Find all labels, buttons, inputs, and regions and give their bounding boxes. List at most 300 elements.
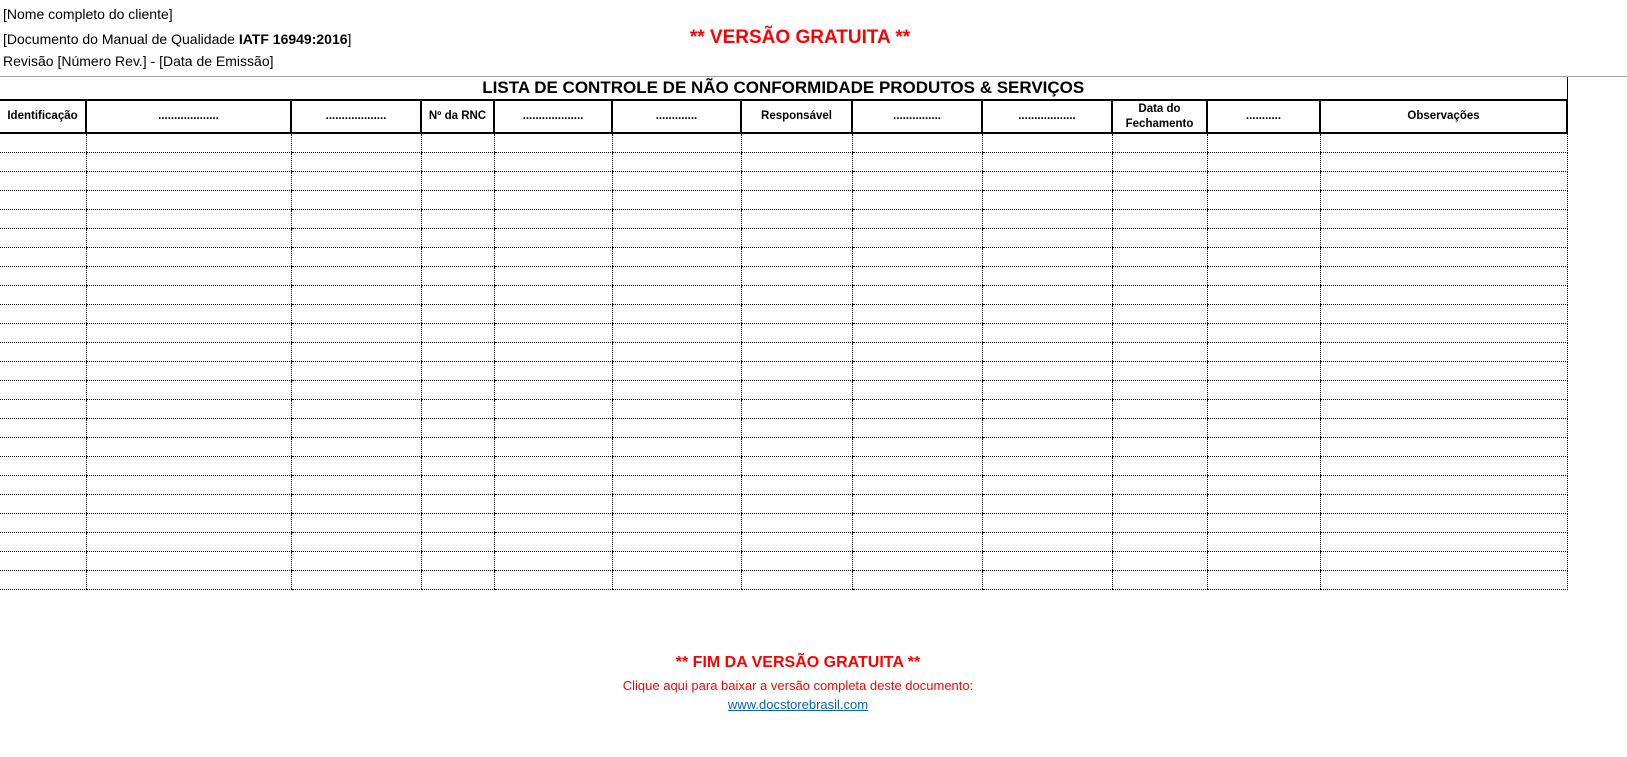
free-version-banner: ** VERSÃO GRATUITA ** <box>689 27 911 48</box>
table-cell[interactable] <box>741 229 852 248</box>
table-cell[interactable] <box>982 381 1112 400</box>
table-cell[interactable] <box>741 552 852 571</box>
table-cell[interactable] <box>0 210 86 229</box>
table-cell[interactable] <box>291 153 421 172</box>
table-cell[interactable] <box>1320 133 1567 153</box>
table-cell[interactable] <box>852 533 982 552</box>
table-cell[interactable] <box>291 191 421 210</box>
table-cell[interactable] <box>612 514 741 533</box>
table-cell[interactable] <box>1112 343 1207 362</box>
table-cell[interactable] <box>1320 400 1567 419</box>
table-cell[interactable] <box>741 191 852 210</box>
table-cell[interactable] <box>494 324 612 343</box>
table-cell[interactable] <box>86 495 291 514</box>
table-cell[interactable] <box>741 343 852 362</box>
table-cell[interactable] <box>612 400 741 419</box>
table-cell[interactable] <box>1112 286 1207 305</box>
table-cell[interactable] <box>0 571 86 590</box>
table-cell[interactable] <box>612 476 741 495</box>
table-cell[interactable] <box>291 533 421 552</box>
table-cell[interactable] <box>741 476 852 495</box>
table-cell[interactable] <box>494 552 612 571</box>
table-cell[interactable] <box>612 229 741 248</box>
table-cell[interactable] <box>494 229 612 248</box>
table-cell[interactable] <box>494 571 612 590</box>
table-cell[interactable] <box>982 400 1112 419</box>
table-cell[interactable] <box>1207 476 1320 495</box>
table-cell[interactable] <box>1320 229 1567 248</box>
table-cell[interactable] <box>852 191 982 210</box>
table-cell[interactable] <box>291 552 421 571</box>
table-row <box>0 324 1567 343</box>
table-cell[interactable] <box>1112 153 1207 172</box>
table-cell[interactable] <box>0 191 86 210</box>
table-cell[interactable] <box>612 172 741 191</box>
table-cell[interactable] <box>982 571 1112 590</box>
table-cell[interactable] <box>421 362 494 381</box>
table-cell[interactable] <box>852 400 982 419</box>
table-cell[interactable] <box>0 438 86 457</box>
table-cell[interactable] <box>741 362 852 381</box>
table-cell[interactable] <box>494 133 612 153</box>
table-cell[interactable] <box>741 248 852 267</box>
table-cell[interactable] <box>1207 248 1320 267</box>
table-cell[interactable] <box>982 495 1112 514</box>
table-cell[interactable] <box>612 533 741 552</box>
table-cell[interactable] <box>291 381 421 400</box>
download-link-container <box>0 696 1596 713</box>
table-cell[interactable] <box>291 229 421 248</box>
table-cell[interactable] <box>1207 457 1320 476</box>
table-cell[interactable] <box>421 552 494 571</box>
table-cell[interactable] <box>86 286 291 305</box>
table-cell[interactable] <box>0 533 86 552</box>
table-cell[interactable] <box>852 457 982 476</box>
table-cell[interactable] <box>421 476 494 495</box>
table-cell[interactable] <box>291 457 421 476</box>
table-cell[interactable] <box>291 305 421 324</box>
table-cell[interactable] <box>0 153 86 172</box>
table-cell[interactable] <box>1320 533 1567 552</box>
table-cell[interactable] <box>852 571 982 590</box>
table-cell[interactable] <box>291 324 421 343</box>
table-cell[interactable] <box>421 305 494 324</box>
table-cell[interactable] <box>1320 324 1567 343</box>
table-cell[interactable] <box>1207 210 1320 229</box>
table-cell[interactable] <box>494 153 612 172</box>
table-cell[interactable] <box>741 267 852 286</box>
table-cell[interactable] <box>421 514 494 533</box>
table-cell[interactable] <box>1112 419 1207 438</box>
table-cell[interactable] <box>982 419 1112 438</box>
table-cell[interactable] <box>421 495 494 514</box>
table-cell[interactable] <box>1207 286 1320 305</box>
table-cell[interactable] <box>86 191 291 210</box>
table-cell[interactable] <box>421 400 494 419</box>
table-cell[interactable] <box>1320 438 1567 457</box>
table-cell[interactable] <box>494 438 612 457</box>
table-cell[interactable] <box>1207 533 1320 552</box>
table-cell[interactable] <box>1320 343 1567 362</box>
table-cell[interactable] <box>1207 514 1320 533</box>
table-cell[interactable] <box>291 362 421 381</box>
table-cell[interactable] <box>494 476 612 495</box>
table-cell[interactable] <box>852 267 982 286</box>
table-cell[interactable] <box>1320 571 1567 590</box>
table-cell[interactable] <box>291 419 421 438</box>
table-cell[interactable] <box>1320 267 1567 286</box>
table-cell[interactable] <box>741 381 852 400</box>
table-cell[interactable] <box>982 514 1112 533</box>
table-cell[interactable] <box>421 267 494 286</box>
table-cell[interactable] <box>982 248 1112 267</box>
table-cell[interactable] <box>291 438 421 457</box>
table-cell[interactable] <box>86 438 291 457</box>
table-cell[interactable] <box>1207 495 1320 514</box>
table-cell[interactable] <box>1112 305 1207 324</box>
table-cell[interactable] <box>494 533 612 552</box>
table-cell[interactable] <box>1207 362 1320 381</box>
table-cell[interactable] <box>982 133 1112 153</box>
table-cell[interactable] <box>1207 267 1320 286</box>
table-cell[interactable] <box>852 495 982 514</box>
table-cell[interactable] <box>1207 324 1320 343</box>
table-cell[interactable] <box>86 381 291 400</box>
table-cell[interactable] <box>494 248 612 267</box>
table-cell[interactable] <box>982 362 1112 381</box>
table-cell[interactable] <box>421 248 494 267</box>
table-cell[interactable] <box>494 343 612 362</box>
table-cell[interactable] <box>0 381 86 400</box>
table-cell[interactable] <box>86 229 291 248</box>
table-cell[interactable] <box>982 267 1112 286</box>
table-cell[interactable] <box>0 286 86 305</box>
table-cell[interactable] <box>1207 419 1320 438</box>
table-row <box>0 400 1567 419</box>
table-cell[interactable] <box>494 381 612 400</box>
table-cell[interactable] <box>421 229 494 248</box>
table-cell[interactable] <box>0 324 86 343</box>
table-cell[interactable] <box>741 514 852 533</box>
table-cell[interactable] <box>494 495 612 514</box>
table-cell[interactable] <box>86 419 291 438</box>
table-cell[interactable] <box>741 305 852 324</box>
table-cell[interactable] <box>421 343 494 362</box>
table-cell[interactable] <box>1320 286 1567 305</box>
table-cell[interactable] <box>741 286 852 305</box>
table-cell[interactable] <box>291 571 421 590</box>
table-cell[interactable] <box>0 476 86 495</box>
table-cell[interactable] <box>982 324 1112 343</box>
table-cell[interactable] <box>982 476 1112 495</box>
table-cell[interactable] <box>291 172 421 191</box>
table-cell[interactable] <box>421 571 494 590</box>
table-cell[interactable] <box>494 362 612 381</box>
table-cell[interactable] <box>421 381 494 400</box>
table-cell[interactable] <box>852 153 982 172</box>
table-cell[interactable] <box>291 286 421 305</box>
table-cell[interactable] <box>86 552 291 571</box>
table-cell[interactable] <box>741 571 852 590</box>
table-cell[interactable] <box>86 514 291 533</box>
table-cell[interactable] <box>1320 457 1567 476</box>
table-cell[interactable] <box>1207 172 1320 191</box>
table-cell[interactable] <box>741 495 852 514</box>
table-cell[interactable] <box>852 362 982 381</box>
table-cell[interactable] <box>86 571 291 590</box>
table-cell[interactable] <box>494 210 612 229</box>
table-cell[interactable] <box>494 191 612 210</box>
table-cell[interactable] <box>1320 495 1567 514</box>
table-cell[interactable] <box>852 419 982 438</box>
table-cell[interactable] <box>852 476 982 495</box>
table-cell[interactable] <box>1207 343 1320 362</box>
table-cell[interactable] <box>494 172 612 191</box>
column-header-observacoes: Observações <box>1320 100 1567 133</box>
table-cell[interactable] <box>86 305 291 324</box>
table-cell[interactable] <box>86 457 291 476</box>
table-cell[interactable] <box>0 172 86 191</box>
table-cell[interactable] <box>1320 172 1567 191</box>
table-cell[interactable] <box>852 381 982 400</box>
table-cell[interactable] <box>421 153 494 172</box>
table-cell[interactable] <box>982 552 1112 571</box>
table-cell[interactable] <box>1112 438 1207 457</box>
table-cell[interactable] <box>1320 419 1567 438</box>
table-cell[interactable] <box>1320 514 1567 533</box>
table-cell[interactable] <box>1207 571 1320 590</box>
table-cell[interactable] <box>291 210 421 229</box>
table-cell[interactable] <box>612 153 741 172</box>
table-cell[interactable] <box>741 153 852 172</box>
table-cell[interactable] <box>741 438 852 457</box>
table-cell[interactable] <box>86 153 291 172</box>
table-cell[interactable] <box>1112 476 1207 495</box>
table-cell[interactable] <box>1112 400 1207 419</box>
table-cell[interactable] <box>86 533 291 552</box>
table-cell[interactable] <box>1112 514 1207 533</box>
table-cell[interactable] <box>982 438 1112 457</box>
download-prompt: Clique aqui para baixar a versão completa deste documento: <box>622 678 974 693</box>
docstore-link[interactable]: www.docstorebrasil.com <box>727 697 869 712</box>
table-cell[interactable] <box>86 210 291 229</box>
table-cell[interactable] <box>612 248 741 267</box>
table-cell[interactable] <box>421 133 494 153</box>
table-cell[interactable] <box>1112 381 1207 400</box>
table-cell[interactable] <box>1207 305 1320 324</box>
table-cell[interactable] <box>291 343 421 362</box>
table-cell[interactable] <box>612 133 741 153</box>
table-cell[interactable] <box>0 267 86 286</box>
table-cell[interactable] <box>421 286 494 305</box>
table-cell[interactable] <box>1112 172 1207 191</box>
table-cell[interactable] <box>1320 381 1567 400</box>
table-cell[interactable] <box>421 210 494 229</box>
table-cell[interactable] <box>612 495 741 514</box>
table-cell[interactable] <box>1112 191 1207 210</box>
table-cell[interactable] <box>1207 191 1320 210</box>
table-cell[interactable] <box>982 343 1112 362</box>
table-cell[interactable] <box>741 210 852 229</box>
table-cell[interactable] <box>421 457 494 476</box>
table-cell[interactable] <box>1320 305 1567 324</box>
table-cell[interactable] <box>1112 571 1207 590</box>
table-cell[interactable] <box>741 400 852 419</box>
table-cell[interactable] <box>0 400 86 419</box>
table-cell[interactable] <box>982 286 1112 305</box>
table-cell[interactable] <box>1112 362 1207 381</box>
table-cell[interactable] <box>852 438 982 457</box>
table-cell[interactable] <box>0 305 86 324</box>
table-cell[interactable] <box>291 476 421 495</box>
table-cell[interactable] <box>494 514 612 533</box>
table-cell[interactable] <box>0 514 86 533</box>
table-cell[interactable] <box>612 210 741 229</box>
document-suffix: ] <box>347 31 352 47</box>
table-cell[interactable] <box>494 457 612 476</box>
table-cell[interactable] <box>86 133 291 153</box>
table-cell[interactable] <box>741 324 852 343</box>
table-cell[interactable] <box>1112 552 1207 571</box>
table-cell[interactable] <box>86 267 291 286</box>
table-cell[interactable] <box>852 324 982 343</box>
table-cell[interactable] <box>0 419 86 438</box>
table-cell[interactable] <box>612 343 741 362</box>
table-cell[interactable] <box>0 552 86 571</box>
table-cell[interactable] <box>612 324 741 343</box>
table-cell[interactable] <box>421 438 494 457</box>
table-cell[interactable] <box>0 229 86 248</box>
column-header-blank-4: ............. <box>612 100 741 133</box>
table-cell[interactable] <box>0 133 86 153</box>
table-cell[interactable] <box>612 191 741 210</box>
table-cell[interactable] <box>612 419 741 438</box>
table-cell[interactable] <box>291 248 421 267</box>
table-cell[interactable] <box>86 476 291 495</box>
table-cell[interactable] <box>612 362 741 381</box>
table-cell[interactable] <box>612 457 741 476</box>
table-cell[interactable] <box>291 400 421 419</box>
table-cell[interactable] <box>1320 153 1567 172</box>
table-cell[interactable] <box>1207 133 1320 153</box>
table-cell[interactable] <box>0 362 86 381</box>
table-cell[interactable] <box>852 343 982 362</box>
table-cell[interactable] <box>0 457 86 476</box>
table-cell[interactable] <box>1207 381 1320 400</box>
table-cell[interactable] <box>1112 324 1207 343</box>
table-cell[interactable] <box>421 324 494 343</box>
table-cell[interactable] <box>86 172 291 191</box>
table-cell[interactable] <box>494 286 612 305</box>
table-cell[interactable] <box>421 172 494 191</box>
table-cell[interactable] <box>494 305 612 324</box>
table-cell[interactable] <box>1320 476 1567 495</box>
table-cell[interactable] <box>612 267 741 286</box>
table-body <box>0 133 1567 590</box>
table-cell[interactable] <box>494 267 612 286</box>
table-cell[interactable] <box>852 229 982 248</box>
table-cell[interactable] <box>852 552 982 571</box>
table-cell[interactable] <box>612 552 741 571</box>
table-cell[interactable] <box>1112 533 1207 552</box>
table-cell[interactable] <box>1207 438 1320 457</box>
table-cell[interactable] <box>291 495 421 514</box>
table-cell[interactable] <box>852 210 982 229</box>
table-cell[interactable] <box>1207 552 1320 571</box>
table-cell[interactable] <box>1320 248 1567 267</box>
table-cell[interactable] <box>1112 267 1207 286</box>
table-cell[interactable] <box>741 533 852 552</box>
table-cell[interactable] <box>0 343 86 362</box>
table-cell[interactable] <box>1320 362 1567 381</box>
table-cell[interactable] <box>1207 153 1320 172</box>
table-cell[interactable] <box>421 191 494 210</box>
table-cell[interactable] <box>1320 191 1567 210</box>
table-cell[interactable] <box>852 514 982 533</box>
table-cell[interactable] <box>852 248 982 267</box>
table-cell[interactable] <box>982 533 1112 552</box>
table-cell[interactable] <box>612 305 741 324</box>
table-cell[interactable] <box>1320 210 1567 229</box>
table-cell[interactable] <box>852 172 982 191</box>
table-cell[interactable] <box>1112 248 1207 267</box>
table-cell[interactable] <box>291 514 421 533</box>
table-cell[interactable] <box>1207 229 1320 248</box>
table-cell[interactable] <box>982 210 1112 229</box>
table-cell[interactable] <box>1112 133 1207 153</box>
document-standard: IATF 16949:2016 <box>238 31 348 47</box>
table-cell[interactable] <box>982 305 1112 324</box>
table-cell[interactable] <box>612 571 741 590</box>
table-cell[interactable] <box>612 381 741 400</box>
table-cell[interactable] <box>0 248 86 267</box>
table-cell[interactable] <box>741 133 852 153</box>
table-cell[interactable] <box>86 362 291 381</box>
table-row <box>0 248 1567 267</box>
table-cell[interactable] <box>741 457 852 476</box>
table-cell[interactable] <box>741 172 852 191</box>
table-cell[interactable] <box>982 229 1112 248</box>
table-cell[interactable] <box>1112 495 1207 514</box>
table-cell[interactable] <box>982 153 1112 172</box>
table-cell[interactable] <box>0 495 86 514</box>
table-cell[interactable] <box>1320 552 1567 571</box>
table-cell[interactable] <box>1112 210 1207 229</box>
table-cell[interactable] <box>86 248 291 267</box>
table-cell[interactable] <box>86 343 291 362</box>
table-cell[interactable] <box>852 286 982 305</box>
table-cell[interactable] <box>612 438 741 457</box>
table-cell[interactable] <box>86 400 291 419</box>
table-cell[interactable] <box>982 172 1112 191</box>
table-cell[interactable] <box>612 286 741 305</box>
table-cell[interactable] <box>421 419 494 438</box>
table-cell[interactable] <box>1112 229 1207 248</box>
table-cell[interactable] <box>421 533 494 552</box>
table-cell[interactable] <box>1112 457 1207 476</box>
table-cell[interactable] <box>494 400 612 419</box>
table-cell[interactable] <box>1207 400 1320 419</box>
table-cell[interactable] <box>291 267 421 286</box>
table-cell[interactable] <box>982 191 1112 210</box>
table-cell[interactable] <box>852 133 982 153</box>
table-cell[interactable] <box>86 324 291 343</box>
table-cell[interactable] <box>741 419 852 438</box>
table-cell[interactable] <box>291 133 421 153</box>
table-cell[interactable] <box>982 457 1112 476</box>
table-cell[interactable] <box>494 419 612 438</box>
table-cell[interactable] <box>852 305 982 324</box>
